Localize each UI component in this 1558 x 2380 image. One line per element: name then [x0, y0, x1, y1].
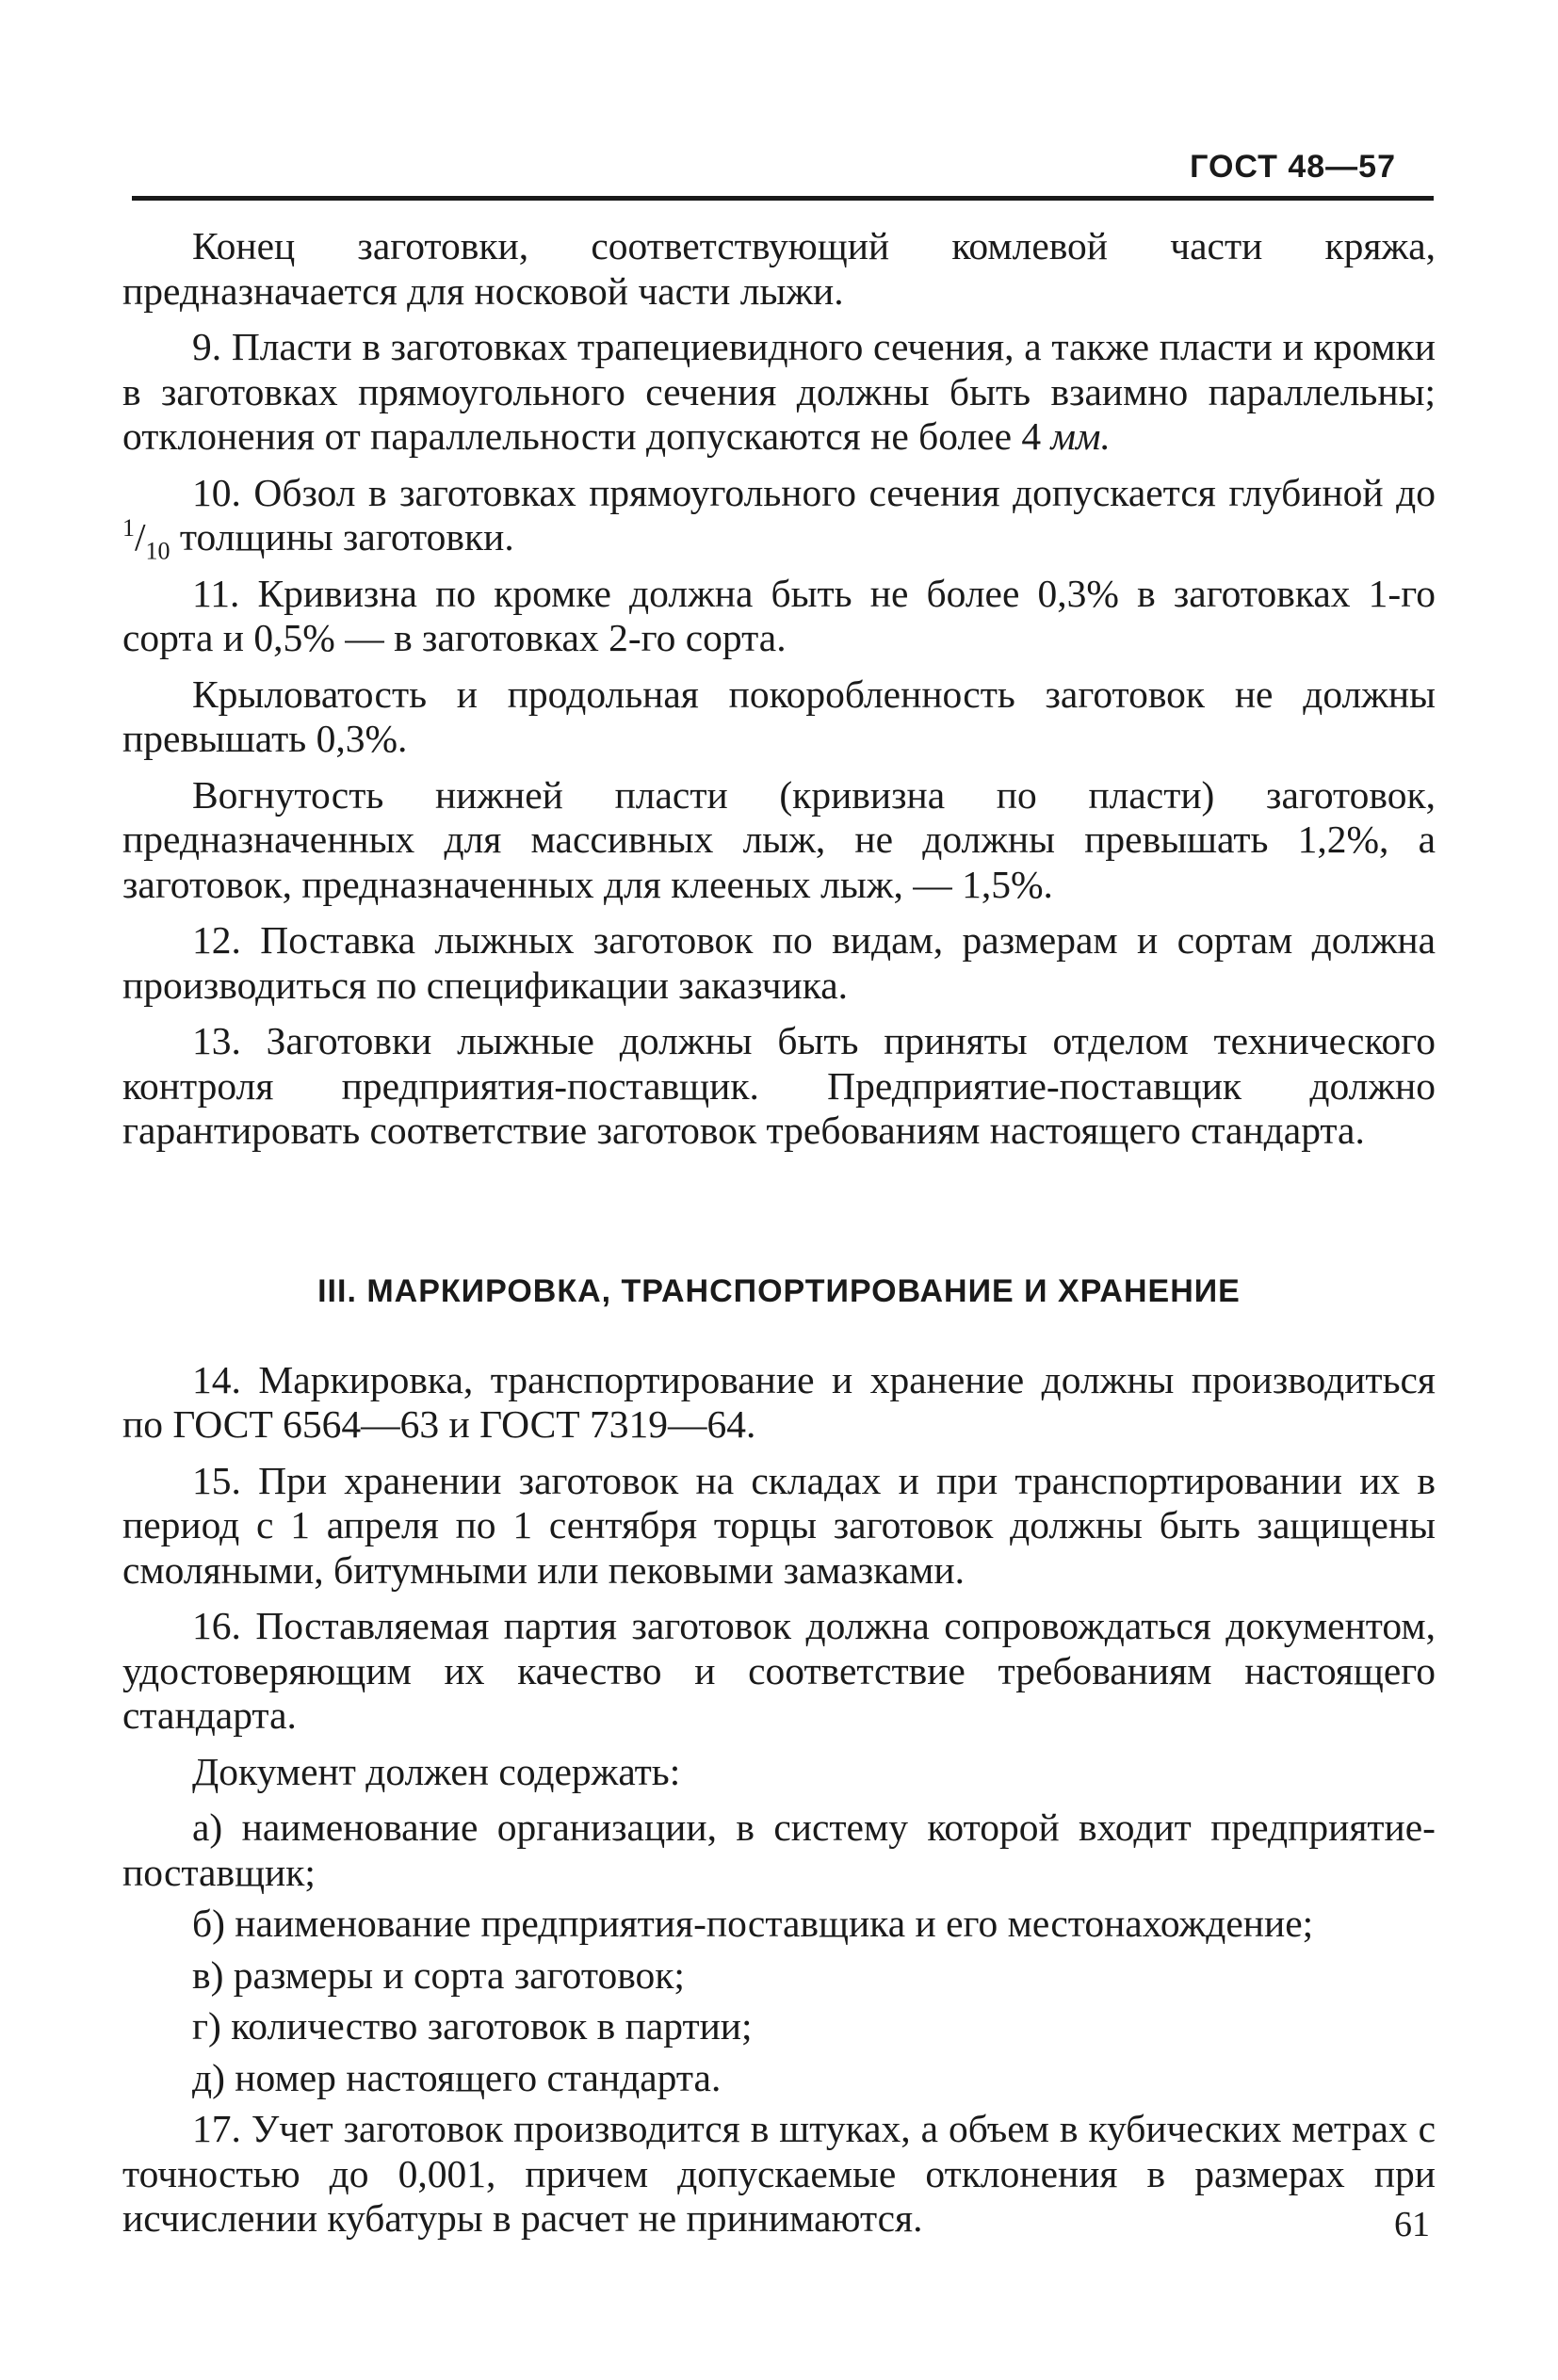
paragraph-10: 10. Обзол в заготовках прямоугольного сечения допускается глубиной до $^1/_{10}$ толщины заготовки.: [122, 470, 1436, 565]
paragraph-16: 16. Поставляемая партия заготовок должна сопровождаться документом, удостоверяющим их качество и соответствие требованиям настоящего стандарта.: [122, 1604, 1436, 1737]
header-rule: [132, 196, 1434, 201]
unit-mm: мм.: [1050, 414, 1111, 458]
paragraph-11: 11. Кривизна по кромке должна быть не более 0,3% в заготовках 1-го сорта и 0,5% — в заготовках 2-го сорта.: [122, 571, 1436, 659]
list-item: г) количество заготовок в партии;: [192, 2004, 753, 2048]
section-heading: III. МАРКИРОВКА, ТРАНСПОРТИРОВАНИЕ И ХРАНЕНИЕ: [317, 1272, 1241, 1309]
paragraph-10-text: 10. Обзол в заготовках прямоугольного сечения допускается глубиной до: [192, 470, 1436, 514]
list-item: в) размеры и сорта заготовок;: [192, 1952, 685, 1997]
paragraph: Вогнутость нижней пласти (кривизна по пласти) заготовок, предназначенных для массивных лыж, не должны превышать 1,2%, а заготовок, предназначенных для клееных лыж, — 1,5%.: [122, 772, 1436, 906]
paragraph-9: [122, 325, 1436, 460]
paragraph-15: 15. При хранении заготовок на складах и при транспортировании их в период с 1 апреля по 1 сентября торцы заготовок должны быть защищены смоляными, битумными или пековыми замазками.: [122, 1458, 1436, 1592]
paragraph-9-text: 9. Пласти в заготовках трапециевидного сечения, а также пласти и кромки в заготовках прямоугольного сечения должны быть взаимно параллельны; отклонения от параллельности допускаются не более 4: [122, 325, 1436, 458]
paragraph: Документ должен содержать:: [192, 1749, 681, 1793]
paragraph-10-tail: толщины заготовки.: [179, 515, 514, 559]
paragraph-13: 13. Заготовки лыжные должны быть приняты отделом технического контроля предприятия-поставщик. Предприятие-поставщик должно гарантировать соответствие заготовок требованиям настоящего стандарта.: [122, 1019, 1436, 1152]
paragraph: Конец заготовки, соответствующий комлевой части кряжа, предназначается для носковой части лыжи.: [122, 224, 1436, 313]
fraction-numerator: 1: [122, 514, 135, 542]
paragraph-17: 17. Учет заготовок производится в штуках, а объем в кубических метрах с точностью до 0,001, причем допускаемые отклонения в размерах при исчислении кубатуры в расчет не принимаются.: [122, 2107, 1436, 2240]
document-code: ГОСТ 48—57: [1190, 149, 1396, 185]
paragraph: Крыловатость и продольная покоробленность заготовок не должны превышать 0,3%.: [122, 672, 1436, 760]
list-item: а) наименование организации, в систему которой входит предприятие-поставщик;: [122, 1805, 1436, 1894]
body-text: [122, 224, 1436, 2253]
paragraph-12: 12. Поставка лыжных заготовок по видам, размерам и сортам должна производиться по спецификации заказчика.: [122, 918, 1436, 1007]
page-number: 61: [1394, 2205, 1430, 2244]
list-item: д) номер настоящего стандарта.: [192, 2055, 722, 2099]
paragraph-14: 14. Маркировка, транспортирование и хранение должны производиться по ГОСТ 6564—63 и ГОСТ 7319—64.: [122, 1357, 1436, 1446]
list-item: б) наименование предприятия-поставщика и его местонахождение;: [192, 1902, 1314, 1945]
fraction-denominator: 10: [145, 537, 170, 565]
